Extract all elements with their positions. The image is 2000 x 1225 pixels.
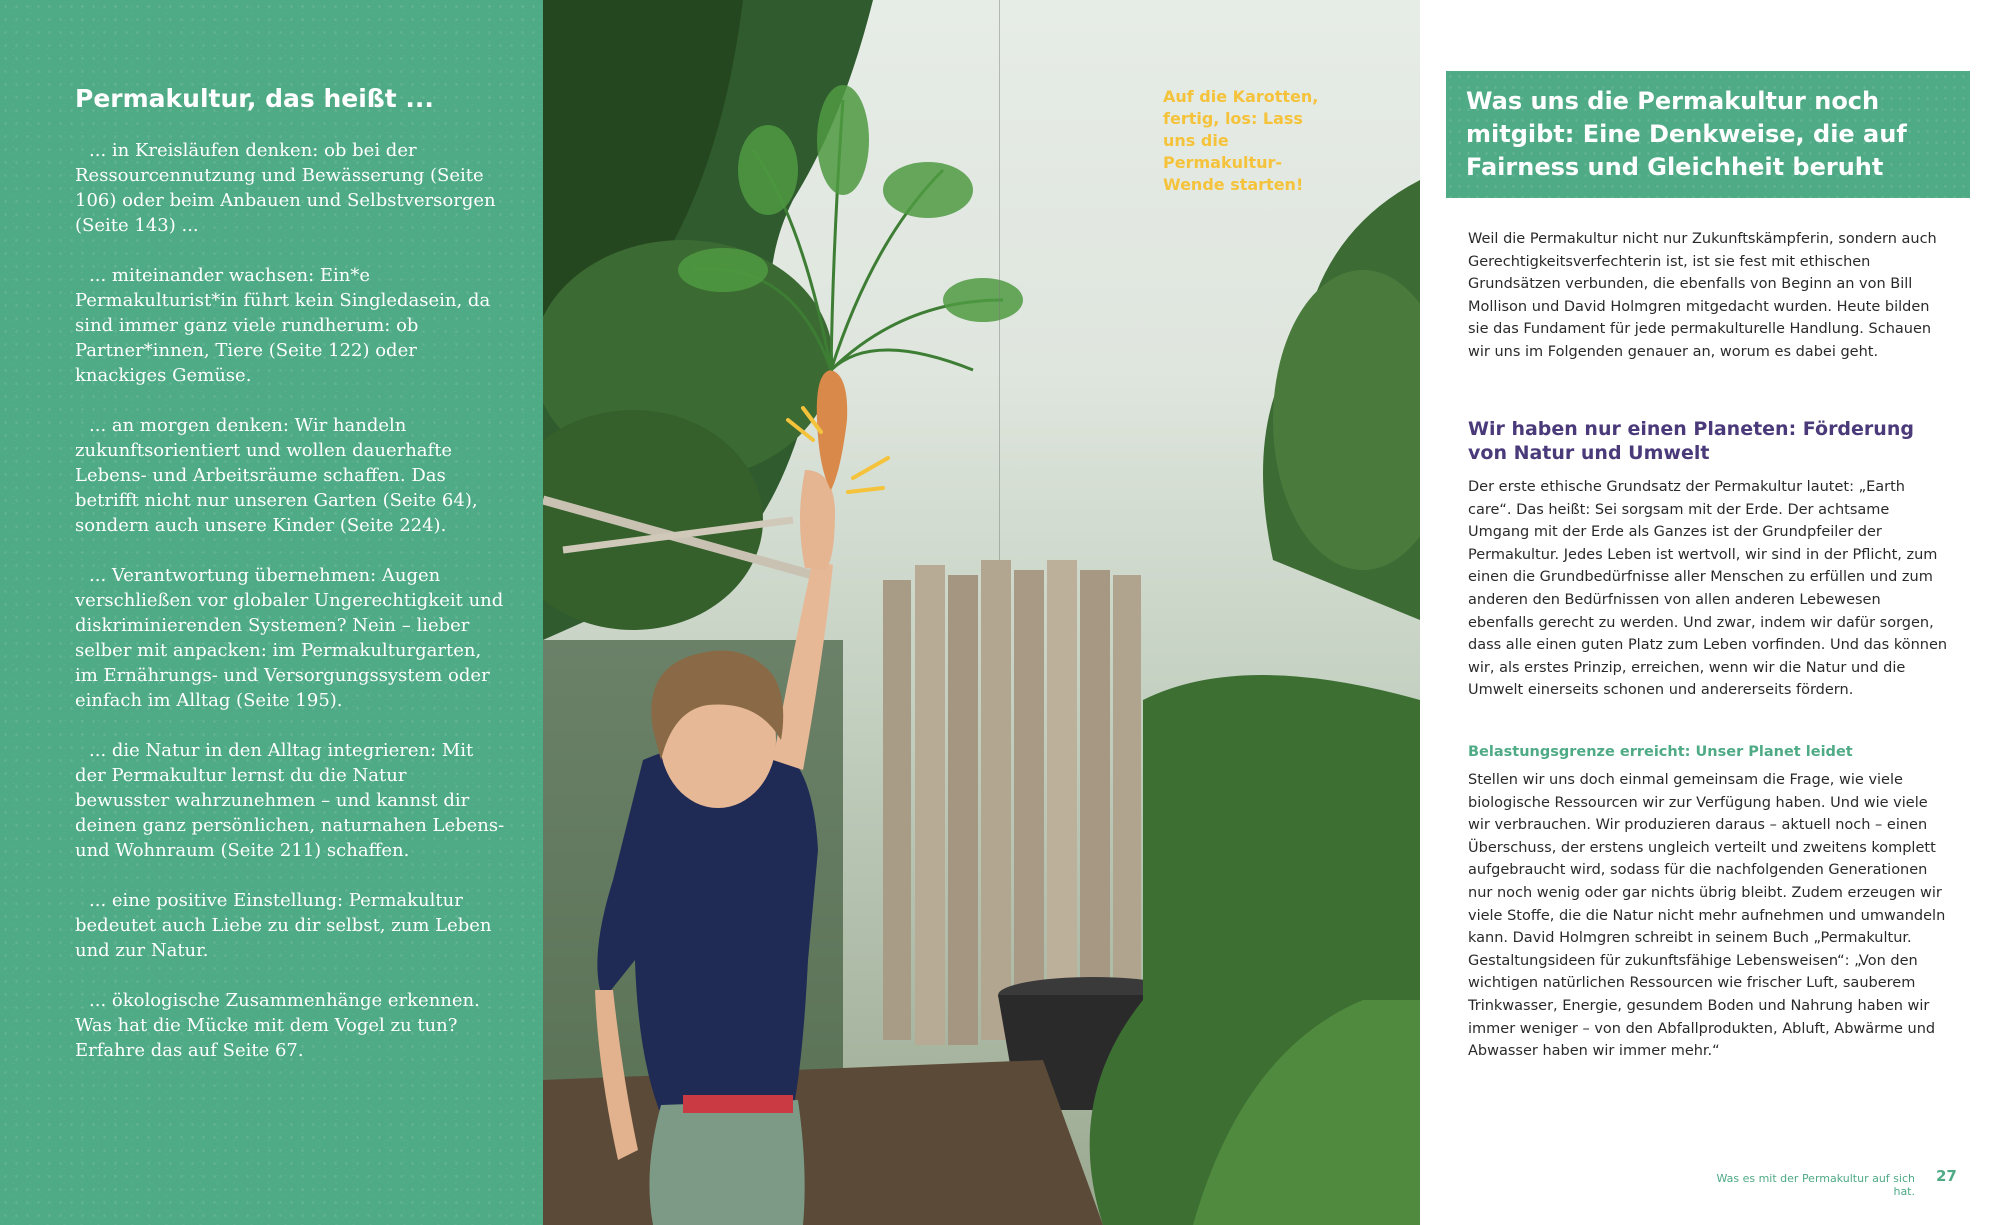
panel-item: ... miteinander wachsen: Ein*e Permakulturist*in führt kein Singledasein, da sind immer ganz viele rundherum: ob Partner*innen, Tiere (Seite 122) oder knackiges Gemüse. bbox=[75, 265, 491, 386]
intro-paragraph: Weil die Permakultur nicht nur Zukunftskämpferin, sondern auch Gerechtigkeitsverfechterin ist, ist sie fest mit ethischen Grundsätzen verbunden, die ebenfalls von Beginn an von Bill Mollison und David Holmgren mitgedacht wurden. Heute bilden sie das Fundament für jede permakulturelle Handlung. Schauen wir uns im Folgenden genauer an, worum es dabei geht. bbox=[1468, 231, 1937, 360]
panel-heading: Permakultur, das heißt ... bbox=[75, 84, 434, 113]
page-title: Was uns die Permakultur noch mitgibt: Eine Denkweise, die auf Fairness und Gleichheit beruht bbox=[1466, 87, 1907, 181]
panel-item: ... ökologische Zusammenhänge erkennen. Was hat die Mücke mit dem Vogel zu tun? Erfahre das auf Seite 67. bbox=[75, 990, 480, 1061]
section-heading: Wir haben nur einen Planeten: Förderung von Natur und Umwelt bbox=[1468, 418, 1914, 464]
panel-list bbox=[75, 138, 505, 1088]
panel-item: ... an morgen denken: Wir handeln zukunftsorientiert und wollen dauerhafte Lebens- und Arbeitsräume schaffen. Das betrifft nicht nur unseren Garten (Seite 64), sondern auch unsere Kinder (Seite 224). bbox=[75, 415, 478, 536]
left-green-panel bbox=[0, 0, 543, 1225]
sub-paragraph: Stellen wir uns doch einmal gemeinsam die Frage, wie viele biologische Ressourcen wir zur Verfügung haben. Und wie viele wir verbrauchen. Wir produzieren daraus – aktuell noch – einen Überschuss, der erstens ungleich verteilt und zweitens komplett aufgebraucht wird, sodass für die nachfolgenden Generationen nur noch wenig oder gar nichts übrig bleibt. Zudem erzeugen wir viele Stoffe, die die Natur nicht mehr aufnehmen und umwandeln kann. David Holmgren schreibt in seinem Buch „Permakultur. Gestaltungsideen für zukunftsfähige Lebensweisen“: „Von den wichtigen natürlichen Ressourcen wie frischer Luft, sauberem Trinkwasser, Energie, gesundem Boden und Nahrung haben wir immer weniger – von den Abfallprodukten, Abluft, Abwärme und Abwasser haben wir immer mehr.“ bbox=[1468, 772, 1946, 1060]
subheading: Belastungsgrenze erreicht: Unser Planet leidet bbox=[1468, 744, 1853, 760]
garden-photo bbox=[543, 0, 1420, 1225]
panel-item: ... die Natur in den Alltag integrieren: Mit der Permakultur lernst du die Natur bewusster wahrzunehmen – und kannst dir deinen ganz persönlichen, naturnahen Lebens- und Wohnraum (Seite 211) schaffen. bbox=[75, 740, 505, 861]
section-paragraph: Der erste ethische Grundsatz der Permakultur lautet: „Earth care“. Das heißt: Sei sorgsam mit der Erde. Der achtsame Umgang mit der Erde als Ganzes ist der Grundpfeiler der Permakultur. Jedes Leben ist wertvoll, wir sind in der Pflicht, zum einen die Grundbedürfnisse aller Menschen zu erfüllen und zum anderen den Bedürfnissen von allen anderen Lebewesen ebenfalls gerecht zu werden. Und zwar, indem wir dafür sorgen, dass alle einen guten Platz zum Leben vorfinden. Und das können wir, als erstes Prinzip, erreichen, wenn wir die Natur und die Umwelt einerseits schonen und andererseits fördern. bbox=[1468, 479, 1948, 699]
running-footer: Was es mit der Permakultur auf sich hat. bbox=[1716, 1172, 1915, 1198]
panel-item: ... Verantwortung übernehmen: Augen verschließen vor globaler Ungerechtigkeit und diskriminierenden Systemen? Nein – lieber selber mit anpacken: im Permakulturgarten, im Ernährungs- und Versorgungssystem oder einfach im Alltag (Seite 195). bbox=[75, 565, 504, 711]
photo-caption: Auf die Karotten, fertig, los: Lass uns die Permakultur-Wende starten! bbox=[1163, 87, 1319, 194]
page-gutter-line bbox=[999, 0, 1000, 560]
wooden-fence bbox=[883, 560, 1141, 1045]
panel-item: ... eine positive Einstellung: Permakultur bedeutet auch Liebe zu dir selbst, zum Leben und zur Natur. bbox=[75, 890, 492, 961]
right-page bbox=[1420, 0, 2000, 1225]
page-number: 27 bbox=[1936, 1167, 1957, 1185]
title-box bbox=[1446, 71, 1970, 198]
panel-item: ... in Kreisläufen denken: ob bei der Ressourcennutzung und Bewässerung (Seite 106) oder beim Anbauen und Selbstversorgen (Seite 143) ... bbox=[75, 140, 496, 236]
